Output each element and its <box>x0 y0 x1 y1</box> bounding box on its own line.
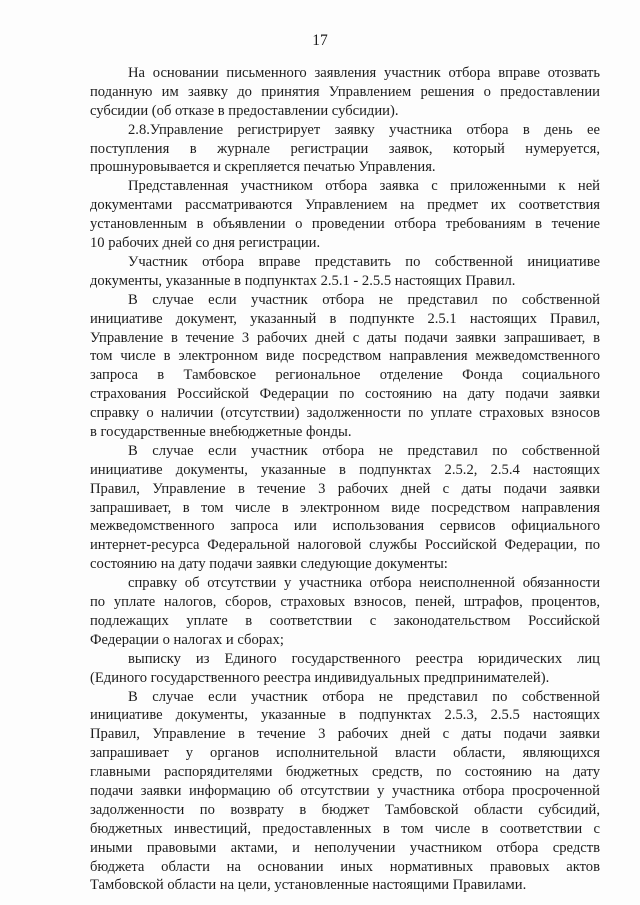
text-line: в государственные внебюджетные фонды. <box>90 423 352 440</box>
text-line: страхования Российской Федерации по состоянию на дату подачи заявки <box>90 386 600 403</box>
text-line: межведомственного запроса или использования сервисов официального <box>90 518 600 535</box>
text-line: состоянию на дату подачи заявки следующие документы: <box>90 556 448 573</box>
text-line: документы, указанные в подпунктах 2.5.1 - 2.5.5 настоящих Правил. <box>90 272 516 289</box>
text-line: интернет-ресурса Федеральной налоговой службы Российской Федерации, по <box>90 537 600 554</box>
paragraph-p8 <box>90 650 600 688</box>
text-line: инициативе документы, указанные в подпунктах 2.5.3, 2.5.5 настоящих <box>90 707 600 724</box>
document-body <box>90 64 600 895</box>
text-line: инициативе документы, указанные в подпунктах 2.5.2, 2.5.4 настоящих <box>90 461 600 478</box>
paragraph-p6 <box>90 442 600 574</box>
text-line: выписку из Единого государственного реестра юридических лиц <box>128 650 600 667</box>
paragraph-p4 <box>90 253 600 291</box>
paragraph-p1 <box>90 64 600 121</box>
text-line: Федерации о налогах и сборах; <box>90 631 284 648</box>
paragraph-p9 <box>90 688 600 896</box>
text-line: Правил, Управление в течение 3 рабочих дней с даты подачи заявки <box>90 726 600 743</box>
text-line: 2.8.Управление регистрирует заявку участника отбора в день ее <box>128 121 600 138</box>
text-line: справку об отсутствии у участника отбора неисполненной обязанности <box>128 575 600 592</box>
text-line: подачи заявки информацию об отсутствии у участника отбора просроченной <box>90 782 600 799</box>
text-line: запрашивает, в том числе в электронном виде посредством направления <box>90 499 600 516</box>
text-line: справку о наличии (отсутствии) задолженности по уплате страховых взносов <box>90 405 600 422</box>
text-line: В случае если участник отбора не представил по собственной <box>128 442 600 459</box>
text-line: инициативе документ, указанный в подпункте 2.5.1 настоящих Правил, <box>90 310 600 327</box>
text-line: том числе в электронном виде посредством направления межведомственного <box>90 348 600 365</box>
text-line: На основании письменного заявления участник отбора вправе отозвать <box>128 65 600 81</box>
text-line: бюджетных инвестиций, предоставленных в том числе в соответствии с <box>90 820 600 837</box>
text-line: (Единого государственного реестра индивидуальных предпринимателей). <box>90 669 550 686</box>
text-line: Участник отбора вправе представить по собственной инициативе <box>128 253 600 270</box>
text-line: 10 рабочих дней со дня регистрации. <box>90 235 321 252</box>
page-number: 17 <box>312 32 328 49</box>
text-line: главными распорядителями бюджетных средств, по состоянию на дату <box>90 764 600 781</box>
text-line: иными правовыми актами, и неполучении участником отбора средств <box>90 839 600 856</box>
text-line: Тамбовской области на цели, установленные настоящими Правилами. <box>90 877 527 894</box>
text-line: по уплате налогов, сборов, страховых взносов, пеней, штрафов, процентов, <box>90 594 600 611</box>
text-line: Правил, Управление в течение 3 рабочих дней с даты подачи заявки <box>90 480 600 497</box>
text-line: задолженности по возврату в бюджет Тамбовской области субсидий, <box>90 801 600 818</box>
text-line: поступления в журнале регистрации заявок, который нумеруется, <box>90 140 600 157</box>
text-line: запрашивает у органов исполнительной власти области, являющихся <box>90 745 600 762</box>
text-line: поданную им заявку до принятия Управлением решения о предоставлении <box>90 83 600 100</box>
text-line: бюджета области на основании иных нормативных правовых актов <box>90 858 600 875</box>
paragraph-p2 <box>90 121 600 178</box>
paragraph-p7 <box>90 574 600 650</box>
text-line: Представленная участником отбора заявка с приложенными к ней <box>128 178 600 195</box>
text-line: прошнуровывается и скрепляется печатью Управления. <box>90 159 436 176</box>
text-line: Управление в течение 3 рабочих дней с даты подачи заявки запрашивает, в <box>90 329 600 346</box>
text-line: подлежащих уплате в соответствии с законодательством Российской <box>90 612 600 629</box>
paragraph-p5 <box>90 291 600 442</box>
text-line: В случае если участник отбора не представил по собственной <box>128 688 600 705</box>
text-line: установленным в объявлении о проведении отбора требованиям в течение <box>90 216 600 233</box>
text-line: документами рассматриваются Управлением на предмет их соответствия <box>90 197 600 214</box>
text-line: субсидии (об отказе в предоставлении субсидии). <box>90 102 399 119</box>
text-line: В случае если участник отбора не представил по собственной <box>128 291 600 308</box>
text-line: запроса в Тамбовское региональное отделение Фонда социального <box>90 367 600 384</box>
paragraph-p3 <box>90 177 600 253</box>
